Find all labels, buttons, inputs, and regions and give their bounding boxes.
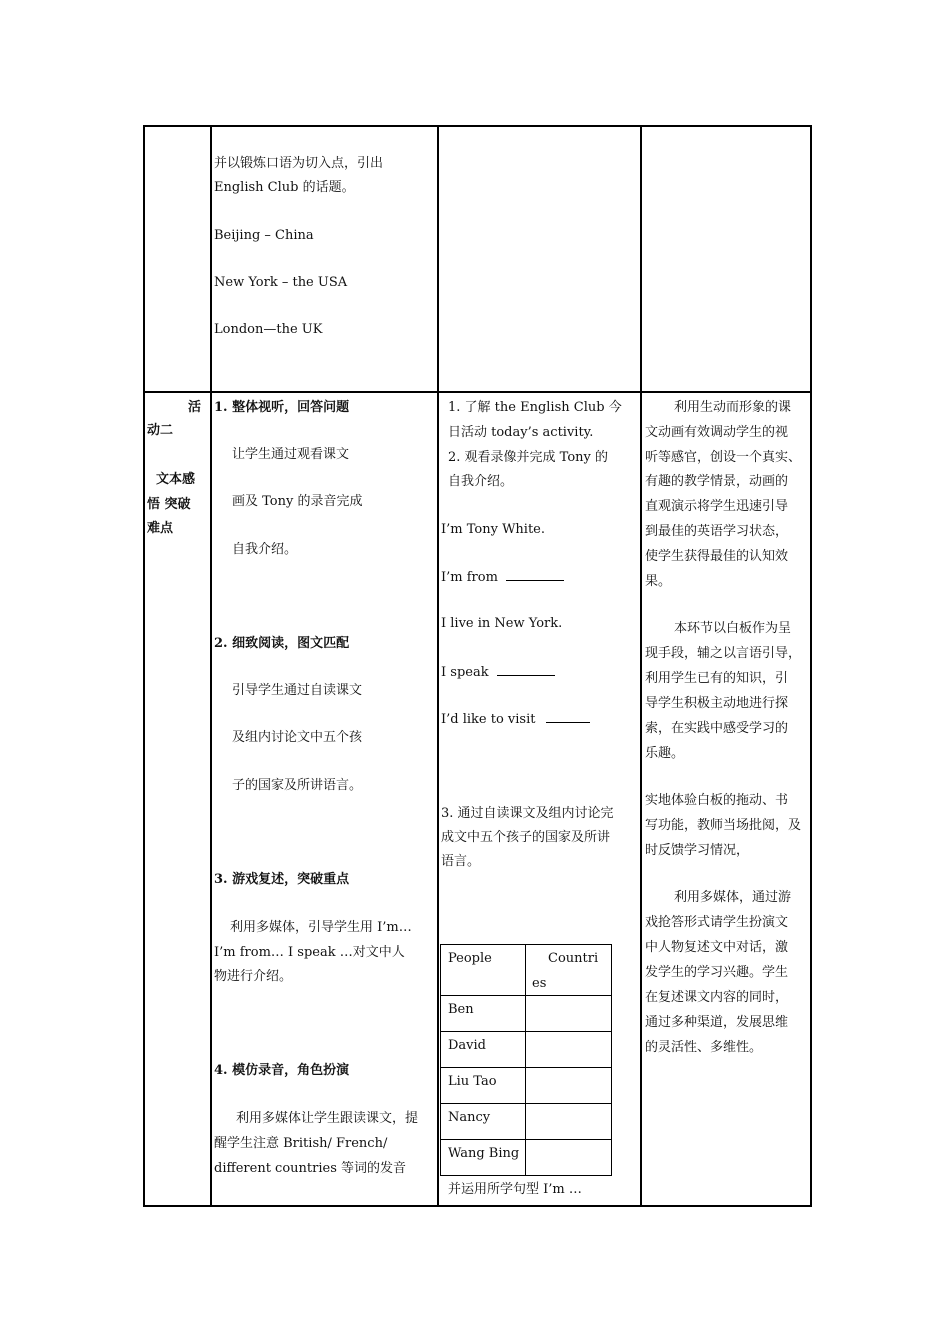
step2-heading: 2. 细致阅读，图文匹配 <box>214 636 350 651</box>
design-intent-line: 索，在实践中感受学习的 <box>645 721 789 736</box>
step4-text-2: 醒学生注意 British/ French/ <box>214 1136 388 1151</box>
student-task-3b: 成文中五个孩子的国家及所讲 <box>441 830 611 845</box>
intro-line-2: English Club 的话题。 <box>214 180 355 195</box>
intro-sentence-speak <box>441 663 555 682</box>
city-country-beijing: Beijing – China <box>214 228 314 243</box>
student-task-2b: 自我介绍。 <box>448 474 514 489</box>
table-top-border <box>143 125 812 127</box>
design-intent-line: 有趣的教学情景，动画的 <box>645 474 789 489</box>
table-header-people: People <box>448 951 492 966</box>
col-divider-3 <box>640 125 642 1207</box>
visit-blank <box>546 710 590 723</box>
table-row-name: Nancy <box>448 1110 491 1125</box>
step2-text-3: 子的国家及所讲语言。 <box>232 778 363 793</box>
inner-table-line <box>440 1139 612 1140</box>
step1-text-1: 让学生通过观看课文 <box>232 447 350 462</box>
step3-text-2: I’m from… I speak …对文中人 <box>214 945 405 960</box>
row-divider <box>143 391 812 393</box>
design-intent-line: 使学生获得最佳的认知效 <box>645 549 789 564</box>
step3-heading: 3. 游戏复述，突破重点 <box>214 872 350 887</box>
step1-text-3: 自我介绍。 <box>232 542 298 557</box>
intro-sentence-name: I’m Tony White. <box>441 522 546 537</box>
table-header-countries-2: es <box>532 976 547 991</box>
inner-table-line <box>611 944 612 1176</box>
design-intent-line: 文动画有效调动学生的视 <box>645 425 789 440</box>
table-row-name: Ben <box>448 1002 474 1017</box>
inner-table-line <box>440 944 441 1176</box>
intro-sentence-visit <box>441 710 590 729</box>
student-task-1b: 日活动 today’s activity. <box>448 425 594 440</box>
student-task-2a: 2. 观看录像并完成 Tony 的 <box>448 450 609 465</box>
student-task-3a: 3. 通过自读课文及组内讨论完 <box>441 806 614 821</box>
table-row-name: Liu Tao <box>448 1074 497 1089</box>
col-divider-1 <box>210 125 212 1207</box>
step1-heading: 1. 整体视听，回答问题 <box>214 400 350 415</box>
speak-blank <box>497 663 555 676</box>
design-intent-line: 果。 <box>645 574 672 589</box>
col-divider-2 <box>437 125 439 1207</box>
inner-table-line <box>440 1067 612 1068</box>
student-task-3c: 语言。 <box>441 854 481 869</box>
activity-label-4: 悟 突破 <box>147 497 191 512</box>
intro-line-1: 并以锻炼口语为切入点，引出 <box>214 156 384 171</box>
inner-table-line <box>525 944 526 1176</box>
design-intent-line: 听等感官，创设一个真实、 <box>645 450 802 465</box>
step2-text-2: 及组内讨论文中五个孩 <box>232 730 363 745</box>
design-intent-line: 直观演示将学生迅速引导 <box>645 499 789 514</box>
design-intent-line: 现手段，辅之以言语引导， <box>645 646 802 661</box>
inner-table-line <box>440 1175 612 1176</box>
design-intent-line: 的灵活性、多维性。 <box>645 1040 763 1055</box>
table-row-name: David <box>448 1038 486 1053</box>
inner-table-line <box>440 995 612 996</box>
intro-sentence-from <box>441 568 564 587</box>
design-intent-line: 本环节以白板作为呈 <box>674 621 792 636</box>
activity-label-3: 文本感 <box>156 472 196 487</box>
table-row-name: Wang Bing <box>448 1146 520 1161</box>
student-task-tail: 并运用所学句型 I’m … <box>448 1182 582 1197</box>
step4-text-1: 利用多媒体让学生跟读课文，提 <box>236 1111 419 1126</box>
activity-label-2: 动二 <box>147 423 174 438</box>
step2-text-1: 引导学生通过自读课文 <box>232 683 363 698</box>
table-left-border <box>143 125 145 1207</box>
activity-label-5: 难点 <box>147 521 174 536</box>
table-bottom-border <box>143 1205 812 1207</box>
city-country-london: London—the UK <box>214 322 323 337</box>
inner-table-line <box>440 944 612 945</box>
design-intent-line: 在复述课文内容的同时， <box>645 990 789 1005</box>
step1-text-2: 画及 Tony 的录音完成 <box>232 494 363 509</box>
intro-sentence-speak-text: I speak <box>441 665 489 680</box>
design-intent-line: 中人物复述文中对话，激 <box>645 940 789 955</box>
design-intent-line: 时反馈学习情况， <box>645 843 750 858</box>
step4-heading: 4. 模仿录音，角色扮演 <box>214 1063 350 1078</box>
design-intent-line: 利用学生已有的知识，引 <box>645 671 789 686</box>
intro-sentence-live: I live in New York. <box>441 616 563 631</box>
design-intent-line: 写功能，教师当场批阅，及 <box>645 818 802 833</box>
design-intent-line: 戏抢答形式请学生扮演文 <box>645 915 789 930</box>
design-intent-line: 通过多种渠道，发展思维 <box>645 1015 789 1030</box>
design-intent-line: 利用多媒体，通过游 <box>674 890 792 905</box>
student-task-1a: 1. 了解 the English Club 今 <box>448 400 622 415</box>
design-intent-line: 导学生积极主动地进行探 <box>645 696 789 711</box>
step3-text-1: 利用多媒体，引导学生用 I’m… <box>230 920 412 935</box>
inner-table-line <box>440 1031 612 1032</box>
city-country-newyork: New York – the USA <box>214 275 348 290</box>
design-intent-line: 乐趣。 <box>645 746 685 761</box>
table-right-border <box>810 125 812 1207</box>
table-header-countries-1: Countri <box>548 951 599 966</box>
from-blank <box>506 568 564 581</box>
activity-label-1: 活 <box>188 400 202 415</box>
intro-sentence-from-text: I’m from <box>441 570 498 585</box>
step4-text-3: different countries 等词的发音 <box>214 1161 406 1176</box>
step3-text-3: 物进行介绍。 <box>214 969 293 984</box>
design-intent-line: 发学生的学习兴趣。学生 <box>645 965 789 980</box>
intro-sentence-visit-text: I’d like to visit <box>441 712 536 727</box>
design-intent-line: 实地体验白板的拖动、书 <box>645 793 789 808</box>
design-intent-line: 到最佳的英语学习状态， <box>645 524 789 539</box>
inner-table-line <box>440 1103 612 1104</box>
design-intent-line: 利用生动而形象的课 <box>674 400 792 415</box>
